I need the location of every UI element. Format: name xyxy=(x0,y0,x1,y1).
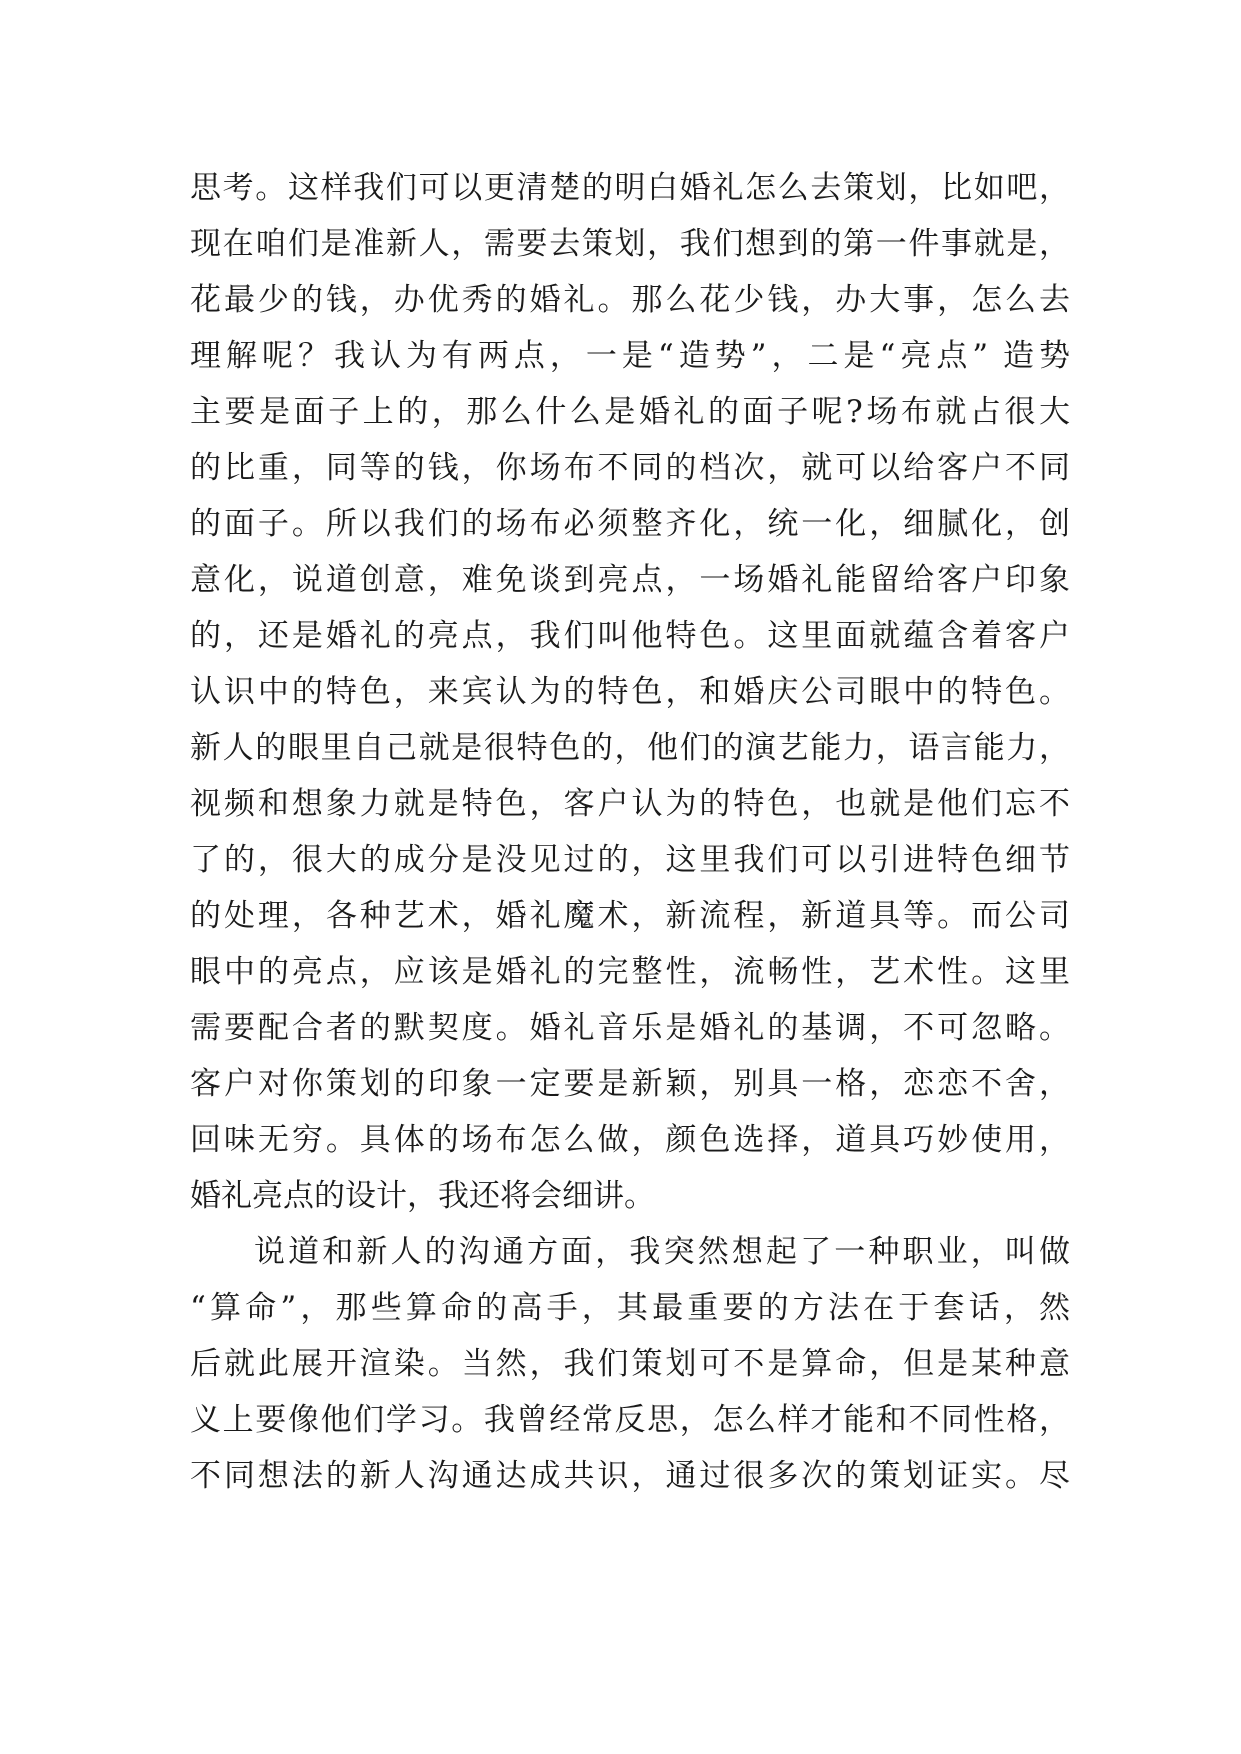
text-line: 眼中的亮点，应该是婚礼的完整性，流畅性，艺术性。这里 xyxy=(190,954,1070,990)
text-line: 的比重，同等的钱，你场布不同的档次，就可以给客户不同 xyxy=(190,450,1070,486)
paragraph-1 xyxy=(190,160,1070,1224)
text-line: 思考。这样我们可以更清楚的明白婚礼怎么去策划，比如吧， xyxy=(190,170,1070,206)
body-text xyxy=(190,160,1070,1504)
text-line: 的面子。所以我们的场布必须整齐化，统一化，细腻化，创 xyxy=(190,506,1070,542)
text-line: 不同想法的新人沟通达成共识，通过很多次的策划证实。尽 xyxy=(190,1458,1070,1494)
text-line: 花最少的钱，办优秀的婚礼。那么花少钱，办大事，怎么去 xyxy=(190,282,1070,318)
text-line: 主要是面子上的，那么什么是婚礼的面子呢?场布就占很大 xyxy=(190,394,1070,430)
text-line: 需要配合者的默契度。婚礼音乐是婚礼的基调，不可忽略。 xyxy=(190,1010,1070,1046)
text-line: 认识中的特色，来宾认为的特色，和婚庆公司眼中的特色。 xyxy=(190,674,1070,710)
text-line: 了的，很大的成分是没见过的，这里我们可以引进特色细节 xyxy=(190,842,1070,878)
text-line: 理解呢？我认为有两点，一是“造势”，二是“亮点” 造势 xyxy=(190,338,1070,374)
text-line: 的，还是婚礼的亮点，我们叫他特色。这里面就蕴含着客户 xyxy=(190,618,1070,654)
text-line: 回味无穷。具体的场布怎么做，颜色选择，道具巧妙使用， xyxy=(190,1122,1070,1158)
text-line: 客户对你策划的印象一定要是新颖，别具一格，恋恋不舍， xyxy=(190,1066,1070,1102)
text-line: 新人的眼里自己就是很特色的，他们的演艺能力，语言能力， xyxy=(190,730,1070,766)
text-line: 现在咱们是准新人，需要去策划，我们想到的第一件事就是， xyxy=(190,226,1070,262)
text-line: 的处理，各种艺术，婚礼魔术，新流程，新道具等。而公司 xyxy=(190,898,1070,934)
text-line: 婚礼亮点的设计，我还将会细讲。 xyxy=(190,1178,655,1214)
text-line: 说道和新人的沟通方面，我突然想起了一种职业，叫做 xyxy=(254,1234,1070,1270)
paragraph-2 xyxy=(190,1224,1070,1504)
text-line: 后就此展开渲染。当然，我们策划可不是算命，但是某种意 xyxy=(190,1346,1070,1382)
text-line: 意化，说道创意，难免谈到亮点，一场婚礼能留给客户印象 xyxy=(190,562,1070,598)
text-line: “算命”，那些算命的高手，其最重要的方法在于套话，然 xyxy=(190,1290,1070,1326)
text-line: 视频和想象力就是特色，客户认为的特色，也就是他们忘不 xyxy=(190,786,1070,822)
text-line: 义上要像他们学习。我曾经常反思，怎么样才能和不同性格， xyxy=(190,1402,1070,1438)
